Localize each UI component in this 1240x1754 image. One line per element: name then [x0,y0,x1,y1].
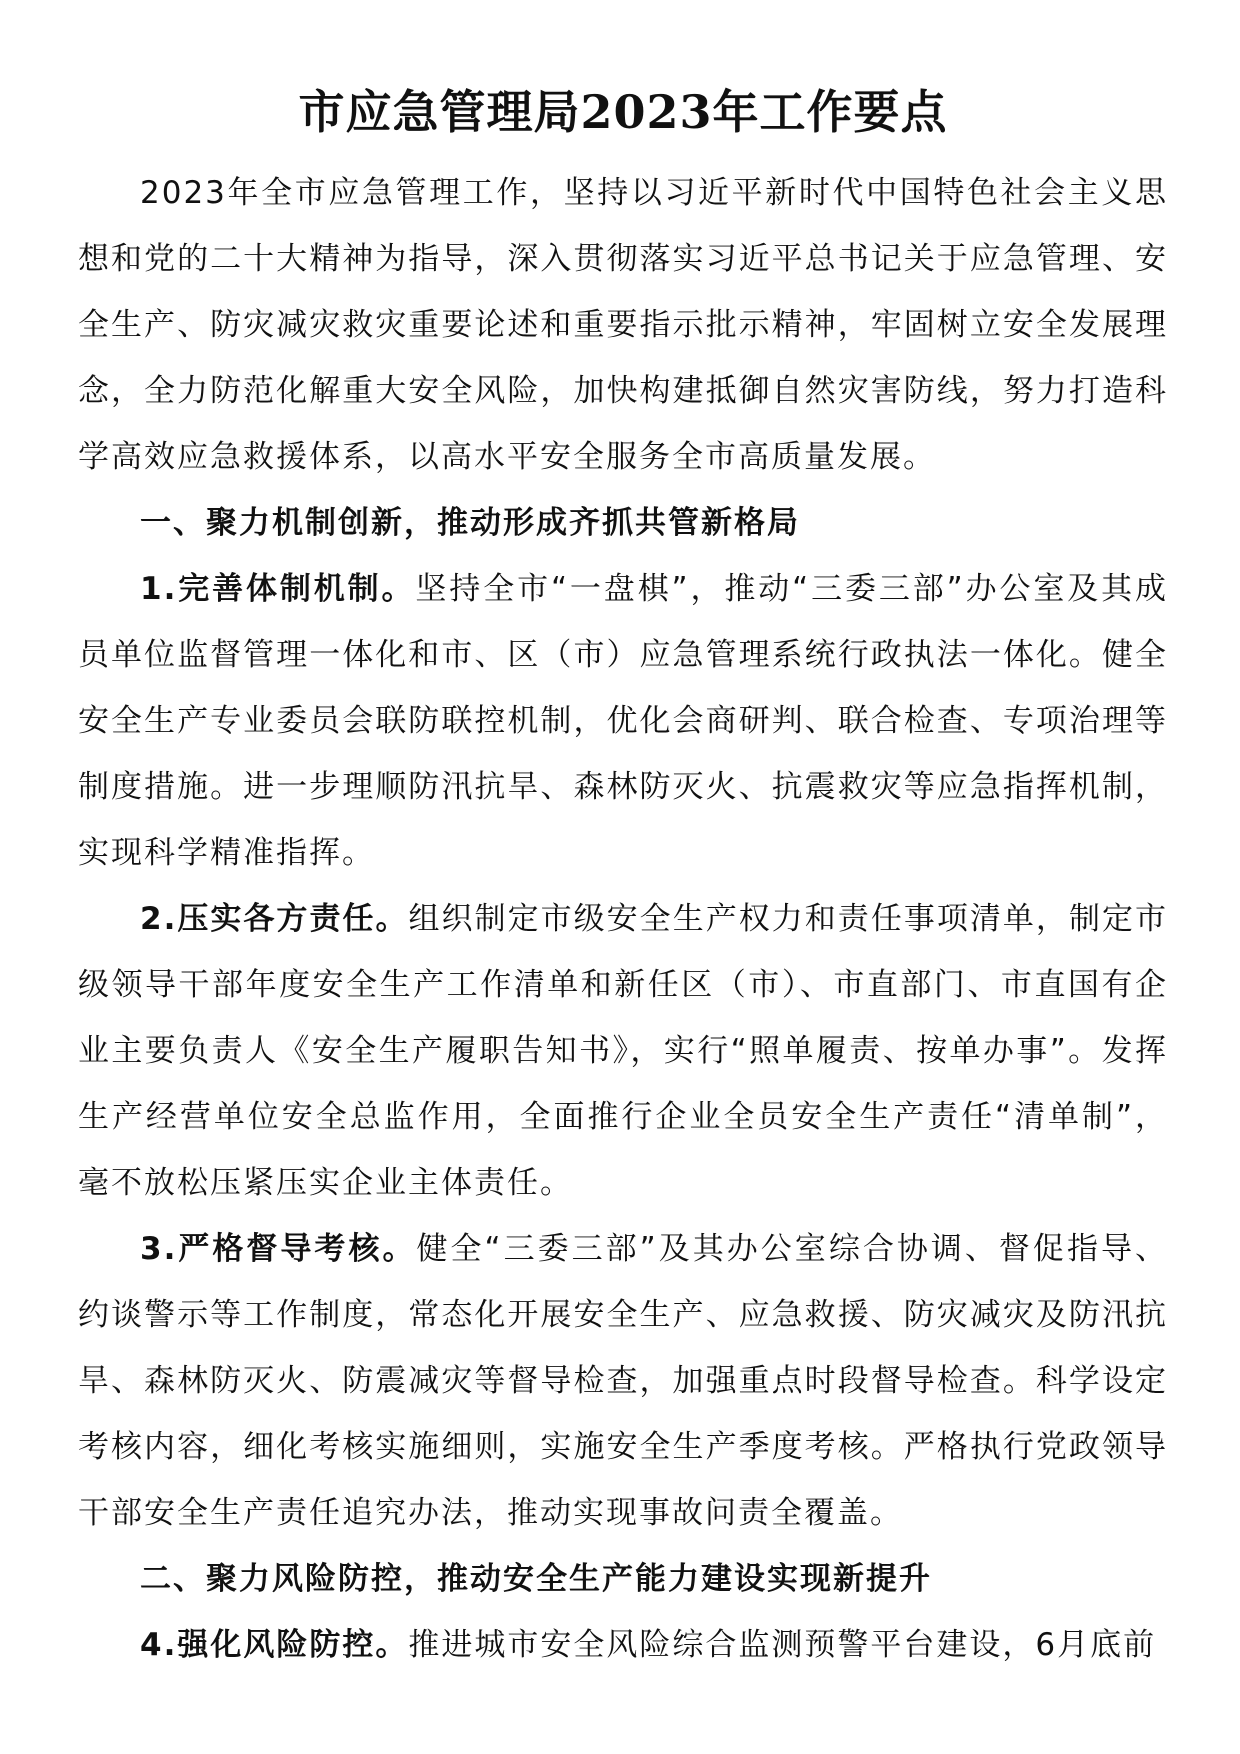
item-lead-2: 2.压实各方责任。 [140,901,409,937]
item-text-2: 组织制定市级安全生产权力和责任事项清单，制定市级领导干部年度安全生产工作清单和新任区（市）、市直部门、市直国有企业主要负责人《安全生产履职告知书》，实行“照单履责、按单办事”。发挥生产经营单位安全总监作用，全面推行企业全员安全生产责任“清单制”，毫不放松压紧压实企业主体责任。 [78,901,1168,1201]
document-page [78,82,1168,1678]
item-text-3: 健全“三委三部”及其办公室综合协调、督促指导、约谈警示等工作制度，常态化开展安全生产、应急救援、防灾减灾及防汛抗旱、森林防灭火、防震减灾等督导检查，加强重点时段督导检查。科学设定考核内容，细化考核实施细则，实施安全生产季度考核。严格执行党政领导干部安全生产责任追究办法，推动实现事故问责全覆盖。 [78,1231,1168,1531]
item-paragraph-3 [78,1216,1168,1546]
section-heading-2: 二、聚力风险防控，推动安全生产能力建设实现新提升 [140,1561,932,1597]
item-lead-3: 3.严格督导考核。 [140,1231,417,1267]
item-paragraph-2 [78,886,1168,1216]
item-lead-1: 1.完善体制机制。 [140,571,416,607]
item-text-1: 坚持全市“一盘棋”，推动“三委三部”办公室及其成员单位监督管理一体化和市、区（市）应急管理系统行政执法一体化。健全安全生产专业委员会联防联控机制，优化会商研判、联合检查、专项治理等制度措施。进一步理顺防汛抗旱、森林防灭火、抗震救灾等应急指挥机制，实现科学精准指挥。 [78,571,1168,871]
section-heading-1: 一、聚力机制创新，推动形成齐抓共管新格局 [140,505,800,541]
item-text-4: 推进城市安全风险综合监测预警平台建设，6月底前 [408,1627,1157,1663]
document-title: 市应急管理局2023年工作要点 [298,85,948,139]
intro-paragraph: 2023年全市应急管理工作，坚持以习近平新时代中国特色社会主义思想和党的二十大精神为指导，深入贯彻落实习近平总书记关于应急管理、安全生产、防灾减灾救灾重要论述和重要指示批示精神，牢固树立安全发展理念，全力防范化解重大安全风险，加快构建抵御自然灾害防线，努力打造科学高效应急救援体系，以高水平安全服务全市高质量发展。 [78,175,1168,475]
item-paragraph-1 [78,556,1168,886]
item-lead-4: 4.强化风险防控。 [140,1627,409,1663]
item-paragraph-4 [78,1612,1168,1678]
